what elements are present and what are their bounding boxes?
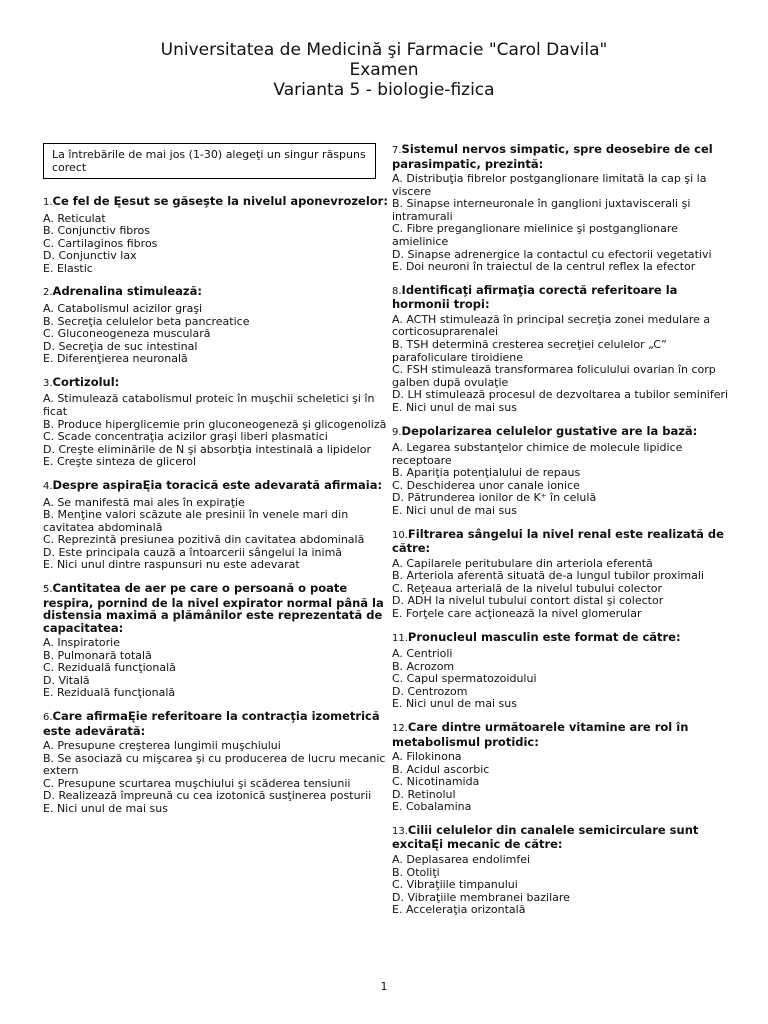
question-title [392,425,732,440]
question-text: Adrenalina stimulează: [52,284,202,299]
question [43,710,388,816]
question [392,631,732,711]
question-number: 5. [43,584,53,596]
question-title [392,284,732,311]
question [392,425,732,518]
question-text: Filtrarea sângelui la nivel renal este realizată de către: [392,526,724,556]
answer-option: B. Arteriola aferentă situată de-a lungul tubilor proximali [392,569,704,583]
variant-title: Varianta 5 - biologie-fizica [273,80,495,100]
answer-option: B. Pulmonară totală [43,648,152,662]
answer-option: E. Cobalamina [392,800,472,814]
question [43,285,388,365]
answer-option: D. Pătrunderea ionilor de K⁺ în celulă [392,491,597,505]
answer-option: C. Reprezintă presiunea pozitivă din cavitatea abdominală [43,533,365,547]
answer-option: C. Reziduală funcţională [43,661,176,675]
question-text: Ce fel de Ęesut se găseşte la nivelul aponevrozelor: [52,194,388,208]
question-text: Cilii celulelor din canalele semicirculare sunt excitaĘi mecanic de către: [392,822,699,852]
exam-title: Examen [349,60,419,80]
question-title [43,710,388,737]
answer-option: A. Capilarele peritubulare din arteriola eferentă [392,556,653,570]
question-number: 2. [43,287,53,299]
answer-option: D. Sinapse adrenergice la contactul cu efectorii vegetativi [392,247,712,261]
answer-option: E. Creşte sinteza de glicerol [43,455,197,469]
answer-option: A. Catabolismul acizilor graşi [43,301,203,315]
question [392,284,732,415]
answer-option: B. Acidul ascorbic [392,762,490,776]
question-text: Despre aspiraĘia toracică este adevarată afirmaia: [52,478,383,492]
question-number: 9. [392,426,402,438]
question [43,376,388,469]
answer-option: E. Nici unul de mai sus [392,400,517,414]
question-title [43,376,388,391]
answer-option: E. Diferenţierea neuronală [43,352,188,366]
answer-option: E. Forţele care acţionează la nivel glomerular [392,606,642,620]
question [392,143,732,274]
answer-option: A. Reticulat [43,211,106,225]
answer-option: D. Vibraţiile membranei bazilare [392,890,570,904]
instructions-box: La întrebările de mai jos (1-30) alegeţi un singur răspuns corect [43,143,376,179]
answer-option: B. TSH determină cresterea secreţiei celulelor „C” parafoliculare tiroidiene [392,337,667,364]
question-text: Sistemul nervos simpatic, spre deosebire de cel parasimpatic, prezintă: [392,142,713,171]
question-text: Identificaţi afirmaţia corectă referitoare la hormonii tropi: [392,282,678,312]
answer-option: B. Otoliţi [392,865,440,879]
answer-option: D. Realizează împreună cu cea izotonică susţinerea posturii [43,789,372,803]
answer-option: D. Conjunctiv lax [43,249,137,263]
question-text: Care afirmaĘie referitoare la contracţia izometrică este adevărată: [43,709,380,738]
question [392,824,732,917]
question-title [392,631,732,646]
left-column [43,143,388,826]
question [392,721,732,814]
answer-option: C. Fibre preganglionare mielinice şi postganglionare amielinice [392,222,678,248]
answer-option: C. Cartilaginos fibros [43,236,158,250]
question [43,195,388,275]
question-title [392,721,732,748]
answer-option: E. Doi neuroni în traiectul de la centrul reflex la efector [392,260,696,274]
answer-option: A. Filokinona [392,750,462,763]
answer-option: C. Vibraţiile timpanului [392,878,518,892]
answer-option: C. Gluconeogeneza musculară [43,327,211,341]
answer-option: E. Nici unul de mai sus [43,802,168,815]
question-text: Pronucleul masculin este format de către: [407,629,681,644]
question-number: 13. [392,825,408,837]
question [392,528,732,621]
question-text: Care dintre următoarele vitamine are rol în metabolismul protidic: [392,720,689,749]
answer-option: C. FSH stimulează transformarea foliculului ovarian în corp galben după ovulaţie [392,363,716,389]
question-title [392,824,732,851]
answer-option: D. Este principala cauză a întoarcerii sângelui la inimă [43,545,343,559]
answer-option: E. Nici unul de mai sus [392,503,517,517]
question-title [392,528,732,555]
answer-option: C. Scade concentraţia acizilor graşi liberi plasmatici [43,430,328,444]
question-number: 8. [392,285,402,297]
page-number: 1 [380,980,388,993]
question [43,479,388,572]
question-number: 1. [43,197,53,208]
answer-option: B. Acrozom [392,659,455,673]
answer-option: A. Presupune creşterea lungimii muşchiului [43,739,281,753]
question-number: 7. [392,145,402,156]
answer-option: E. Nici unul dintre raspunsuri nu este adevarat [43,558,300,572]
answer-option: D. Vitală [43,673,90,687]
question-title [43,582,388,634]
question-number: 11. [392,632,408,644]
right-questions [392,143,732,917]
answer-option: C. Reţeaua arterială de la nivelul tubului colector [392,581,663,595]
question-title [43,479,388,494]
answer-option: D. Retinolul [392,787,456,801]
right-column [392,143,732,927]
question [43,582,388,700]
answer-option: E. Reziduală funcţională [43,686,176,700]
answer-option: B. Conjunctiv fibros [43,224,150,238]
answer-option: A. Legarea substanţelor chimice de molecule lipidice receptoare [392,441,683,467]
question-number: 12. [392,723,408,734]
answer-option: B. Apariţia potenţialului de repaus [392,466,581,480]
answer-option: B. Secreţia celulelor beta pancreatice [43,314,250,328]
page-header [0,40,768,100]
question-text: Cortizolul: [52,374,120,389]
answer-option: A. ACTH stimulează în principal secreţia zonei medulare a corticosuprarenalei [392,312,711,339]
question-title [43,285,388,300]
answer-option: C. Nicotinamida [392,775,480,789]
answer-option: A. Inspiratorie [43,636,120,650]
answer-option: C. Capul spermatozoidului [392,672,537,686]
answer-option: B. Produce hiperglicemie prin gluconeogeneză şi glicogenoliză [43,417,387,431]
answer-option: A. Centrioli [392,647,453,661]
question-number: 10. [392,529,408,541]
answer-option: B. Se asociază cu mişcarea şi cu producerea de lucru mecanic extern [43,751,386,778]
answer-option: D. Centrozom [392,684,468,698]
answer-option: A. Stimulează catabolismul proteic în muşchii scheletici şi în ficat [43,392,375,419]
answer-option: D. ADH la nivelul tubului contort distal şi colector [392,594,664,608]
answer-option: C. Deschiderea unor canale ionice [392,478,580,492]
answer-option: B. Menţine valori scăzute ale presinii în venele mari din cavitatea abdominală [43,508,349,534]
answer-option: A. Distribuţia fibrelor postganglionare limitată la cap şi la viscere [392,172,707,198]
answer-option: E. Nici unul de mai sus [392,697,517,711]
university-title: Universitatea de Medicină şi Farmacie "Carol Davila" [160,40,608,60]
question-text: Cantitatea de aer pe care o persoană o poate respira, pornind de la nivel expirator normal până la distensia maximă a plămânilor este reprezentată de capacitatea: [43,581,384,635]
answer-option: A. Deplasarea endolimfei [392,852,531,866]
question-title [43,195,388,210]
answer-option: E. Elastic [43,261,93,275]
answer-option: E. Acceleraţia orizontală [392,903,526,917]
question-number: 3. [43,377,53,389]
answer-option: D. Creşte eliminările de N şi absorbţia intestinală a lipidelor [43,442,371,456]
answer-option: B. Sinapse interneuronale în ganglioni juxtaviscerali şi intramurali [392,197,691,223]
answer-option: A. Se manifestă mai ales în expiraţie [43,495,245,509]
answer-option: D. Secreţia de suc intestinal [43,339,198,353]
left-questions [43,195,388,816]
answer-option: D. LH stimulează procesul de dezvoltarea a tubilor seminiferi [392,388,729,402]
question-title [392,143,732,170]
question-number: 4. [43,481,53,492]
answer-option: C. Presupune scurtarea muşchiului şi scăderea tensiunii [43,776,351,790]
question-number: 6. [43,712,53,724]
question-text: Depolarizarea celulelor gustative are la bază: [401,423,698,438]
